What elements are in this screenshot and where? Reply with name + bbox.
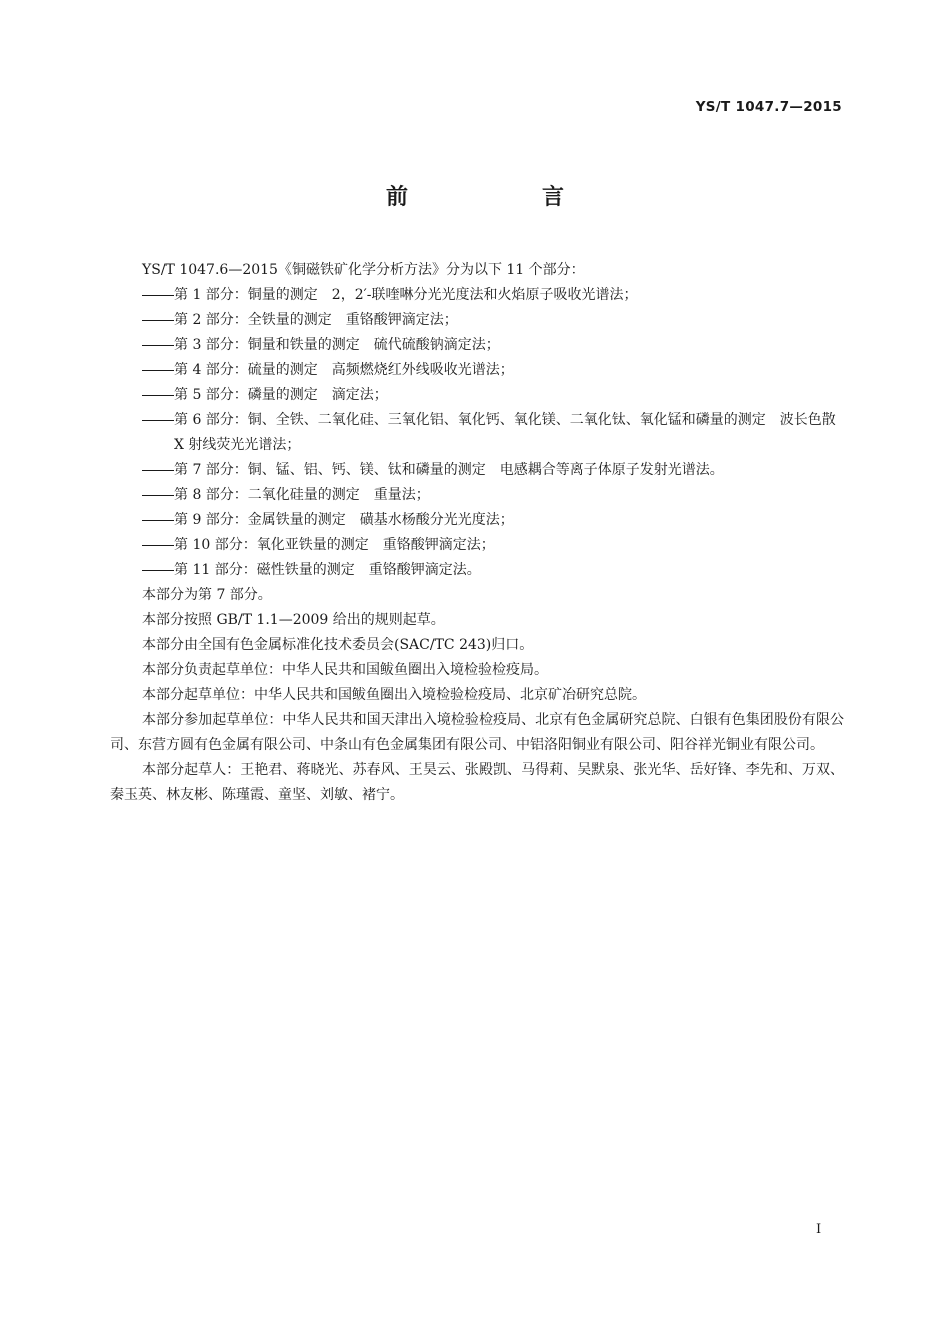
list-item: 第 10 部分：氧化亚铁量的测定 重铬酸钾滴定法； bbox=[174, 537, 495, 553]
list-item: 第 5 部分：磷量的测定 滴定法； bbox=[174, 387, 388, 403]
list-item: 第 9 部分：金属铁量的测定 磺基水杨酸分光光度法； bbox=[174, 512, 514, 528]
committee-statement: 本部分由全国有色金属标准化技术委员会(SAC/TC 243)归口。 bbox=[142, 637, 534, 653]
list-item: 第 2 部分：全铁量的测定 重铬酸钾滴定法； bbox=[174, 312, 458, 328]
drafters: 本部分起草人：王艳君、蒋晓光、苏春风、王昊云、张殿凯、马得莉、吴默泉、张光华、岳好锋、李先和、万双、秦玉英、林友彬、陈瑾霞、童坚、刘敏、褚宁。 bbox=[110, 762, 844, 803]
list-item: 第 6 部分：铜、全铁、二氧化硅、三氧化铝、氧化钙、氧化镁、二氧化钛、氧化锰和磷量的测定 波长色散 X 射线荧光光谱法； bbox=[174, 412, 836, 453]
part-statement: 本部分为第 7 部分。 bbox=[142, 587, 272, 603]
responsible-drafter: 本部分负责起草单位：中华人民共和国鲅鱼圈出入境检验检疫局。 bbox=[142, 662, 548, 678]
list-item: 第 4 部分：硫量的测定 高频燃烧红外线吸收光谱法； bbox=[174, 362, 514, 378]
intro-paragraph: YS/T 1047.6—2015《铜磁铁矿化学分析方法》分为以下 11 个部分： bbox=[142, 262, 585, 278]
drafting-units: 本部分起草单位：中华人民共和国鲅鱼圈出入境检验检疫局、北京矿冶研究总院。 bbox=[142, 687, 646, 703]
foreword-body bbox=[110, 258, 844, 808]
drafting-rules: 本部分按照 GB/T 1.1—2009 给出的规则起草。 bbox=[142, 612, 445, 628]
list-item: 第 1 部分：铜量的测定 2，2′-联喹啉分光光度法和火焰原子吸收光谱法； bbox=[174, 287, 638, 303]
list-item: 第 11 部分：磁性铁量的测定 重铬酸钾滴定法。 bbox=[174, 562, 481, 578]
page-title: 前 言 bbox=[385, 185, 620, 210]
list-item: 第 7 部分：铜、锰、铝、钙、镁、钛和磷量的测定 电感耦合等离子体原子发射光谱法。 bbox=[174, 462, 724, 478]
participating-units: 本部分参加起草单位：中华人民共和国天津出入境检验检疫局、北京有色金属研究总院、白银有色集团股份有限公司、东营方圆有色金属有限公司、中条山有色金属集团有限公司、中铝洛阳铜业有限公司、阳谷祥光铜业有限公司。 bbox=[110, 712, 844, 753]
page-number: I bbox=[816, 1222, 822, 1237]
list-item: 第 8 部分：二氧化硅量的测定 重量法； bbox=[174, 487, 430, 503]
standard-code: YS/T 1047.7—2015 bbox=[695, 99, 842, 115]
parts-list bbox=[110, 283, 844, 583]
list-item: 第 3 部分：铜量和铁量的测定 硫代硫酸钠滴定法； bbox=[174, 337, 500, 353]
